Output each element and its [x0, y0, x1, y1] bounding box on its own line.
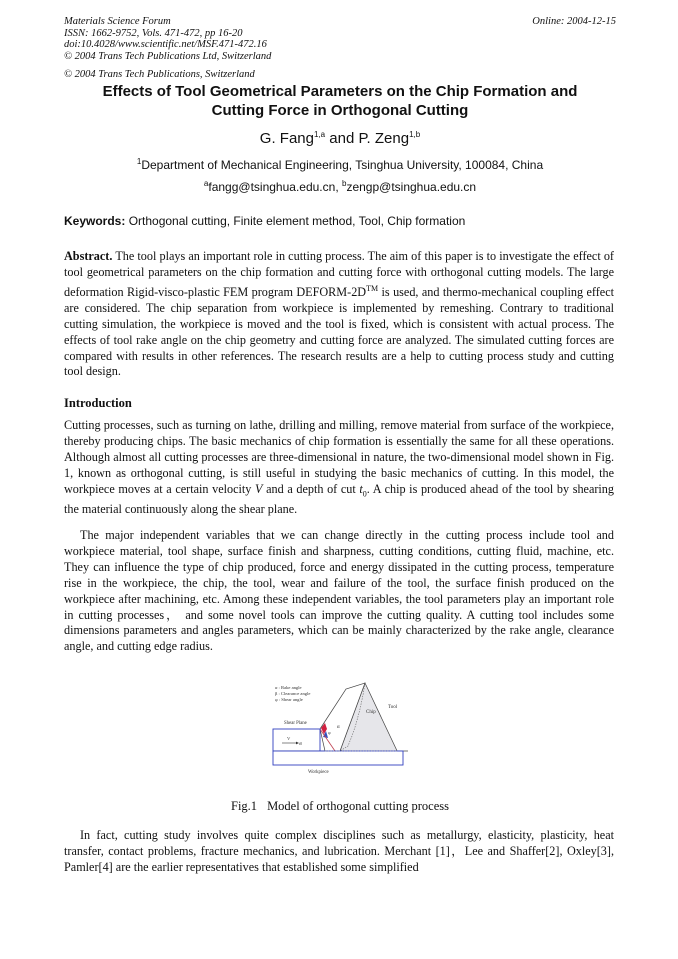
- intro-p1-a: Cutting processes, such as turning on lathe, drilling and milling, remove material from surface of the workpiece, thereby producing chips. The basic mechanics of chip formation is essentially the same for all these operations. Although almost all cutting processes are three-dimensional in nature, the two-dimensional model shown in Fig. 1, known as orthogonal cutting, is still useful in studying the basic mechanics of cutting. In this model, the workpiece moves at a certain velocity: [64, 418, 614, 496]
- phi-label: φ: [328, 730, 331, 735]
- journal-name: Materials Science Forum: [64, 16, 171, 27]
- author-1-sup: 1,a: [313, 130, 326, 139]
- title-line-2: Cutting Force in Orthogonal Cutting: [211, 102, 469, 119]
- authors: [64, 130, 616, 147]
- abstract-text-1: The tool plays an important role in cutting process. The aim of this paper is to investigate the effect of tool geometrical parameters on the chip formation and cutting force with orthogonal cutting models. The large deformation Rigid-visco-plastic FEM program DEFORM-2D: [64, 249, 614, 299]
- legend-shear-angle: φ : Shear angle: [275, 697, 303, 702]
- journal-header: [64, 16, 616, 62]
- legend-clearance-angle: β : Clearance angle: [275, 691, 311, 696]
- keywords-label: Keywords:: [64, 214, 126, 228]
- workpiece-upper: [273, 729, 320, 751]
- workpiece-label: Workpiece: [308, 770, 329, 775]
- copyright-line: © 2004 Trans Tech Publications Ltd, Switzerland: [64, 50, 272, 62]
- intro-paragraph-2: The major independent variables that we can change directly in the cutting process include tool and workpiece material, tool shape, surface finish and sharpness, cutting conditions, cutting fluid, machine, etc. They can influence the type of chip produced, force and energy dissipated in the cutting process, temperature rise in the workpiece, the chip, the tool, wear and failure of the tool, the surface finish produced on the workpiece after machining, etc. Among these independent variables, the tool parameters play an important role in cutting processes， and some novel tools can improve the cutting quality. A cutting tool includes some dimensions parameters and angles parameters, which can be mainly characterized by the rake angle, clearance angle, and cutting edge radius.: [64, 528, 614, 654]
- abstract: [64, 249, 614, 380]
- affiliation: [64, 157, 616, 172]
- author-2-sup: 1,b: [409, 130, 421, 139]
- chip-label: Chip: [366, 710, 376, 715]
- author-1: G. Fang: [259, 130, 314, 147]
- author-2: P. Zeng: [358, 130, 410, 147]
- email-b[interactable]: zengp@tsinghua.edu.cn: [346, 180, 477, 194]
- keywords-text: Orthogonal cutting, Finite element method, Tool, Chip formation: [125, 214, 466, 228]
- caption-number: Fig.1: [231, 799, 258, 813]
- emails: [64, 179, 616, 194]
- intro-p1-b: and a depth of cut: [262, 481, 360, 496]
- depth-label: t0: [299, 741, 303, 746]
- paper-title: [64, 82, 616, 120]
- abstract-label: Abstract.: [64, 249, 113, 263]
- online-date: Online: 2004-12-15: [532, 16, 616, 27]
- figure-orthogonal-cutting: [268, 681, 413, 781]
- depth-symbol: t: [359, 481, 363, 496]
- legend-rake-angle: α : Rake angle: [275, 685, 302, 690]
- alpha-label: α: [337, 725, 340, 730]
- email-b-sup: b: [342, 179, 347, 188]
- velocity-symbol: V: [255, 481, 263, 496]
- velocity-label: V: [287, 736, 291, 741]
- caption-text: Model of orthogonal cutting process: [267, 799, 449, 813]
- title-line-1: Effects of Tool Geometrical Parameters on the Chip Formation and: [102, 83, 578, 100]
- affiliation-text: Department of Mechanical Engineering, Tsinghua University, 100084, China: [141, 158, 544, 172]
- depth-subscript: 0: [362, 489, 367, 499]
- authors-and: and: [325, 130, 359, 147]
- workpiece-lower: [273, 751, 403, 765]
- issn: ISSN: 1662-9752, Vols. 471-472, pp 16-20: [64, 27, 243, 39]
- doi[interactable]: doi:10.4028/www.scientific.net/MSF.471-472.16: [64, 39, 267, 50]
- keywords: [64, 214, 616, 228]
- body-paragraph-final: In fact, cutting study involves quite complex disciplines such as metallurgy, elasticity, plasticity, heat transfer, contact problems, fracture mechanics, and lubrication. Merchant [1]，Lee and Shaffer[2], Oxley[3], Pamler[4] are the earlier representatives that established some simplified: [64, 828, 614, 874]
- intro-paragraph-1: [64, 418, 614, 518]
- email-a-sup: a: [203, 179, 209, 188]
- tool-label: Tool: [388, 705, 398, 710]
- figure-caption: [64, 799, 616, 814]
- section-heading-introduction: Introduction: [64, 396, 132, 410]
- trademark-sup: TM: [366, 283, 379, 293]
- copyright-line-2: © 2004 Trans Tech Publications, Switzerland: [64, 69, 255, 80]
- shear-plane-label: Shear Plane: [284, 721, 307, 726]
- affiliation-sup: 1: [136, 157, 142, 166]
- intro-p1-c: . A chip is produced ahead of the tool by shearing the material continuously along the shear plane.: [64, 481, 614, 516]
- email-a[interactable]: fangg@tsinghua.edu.cn,: [208, 180, 342, 194]
- abstract-text-2: is used, and thermo-mechanical coupling effect are considered. The chip separation from workpiece is implemented by remeshing. Contrary to traditional cutting simulation, the workpiece is moved and the tool is fixed, which is consistent with actual process. The effects of tool rake angle on the chip geometry and cutting force are analyzed. The simulated cutting forces are compared with results in other references. The research results are a help to cutting process study and cutting tool design.: [64, 284, 614, 379]
